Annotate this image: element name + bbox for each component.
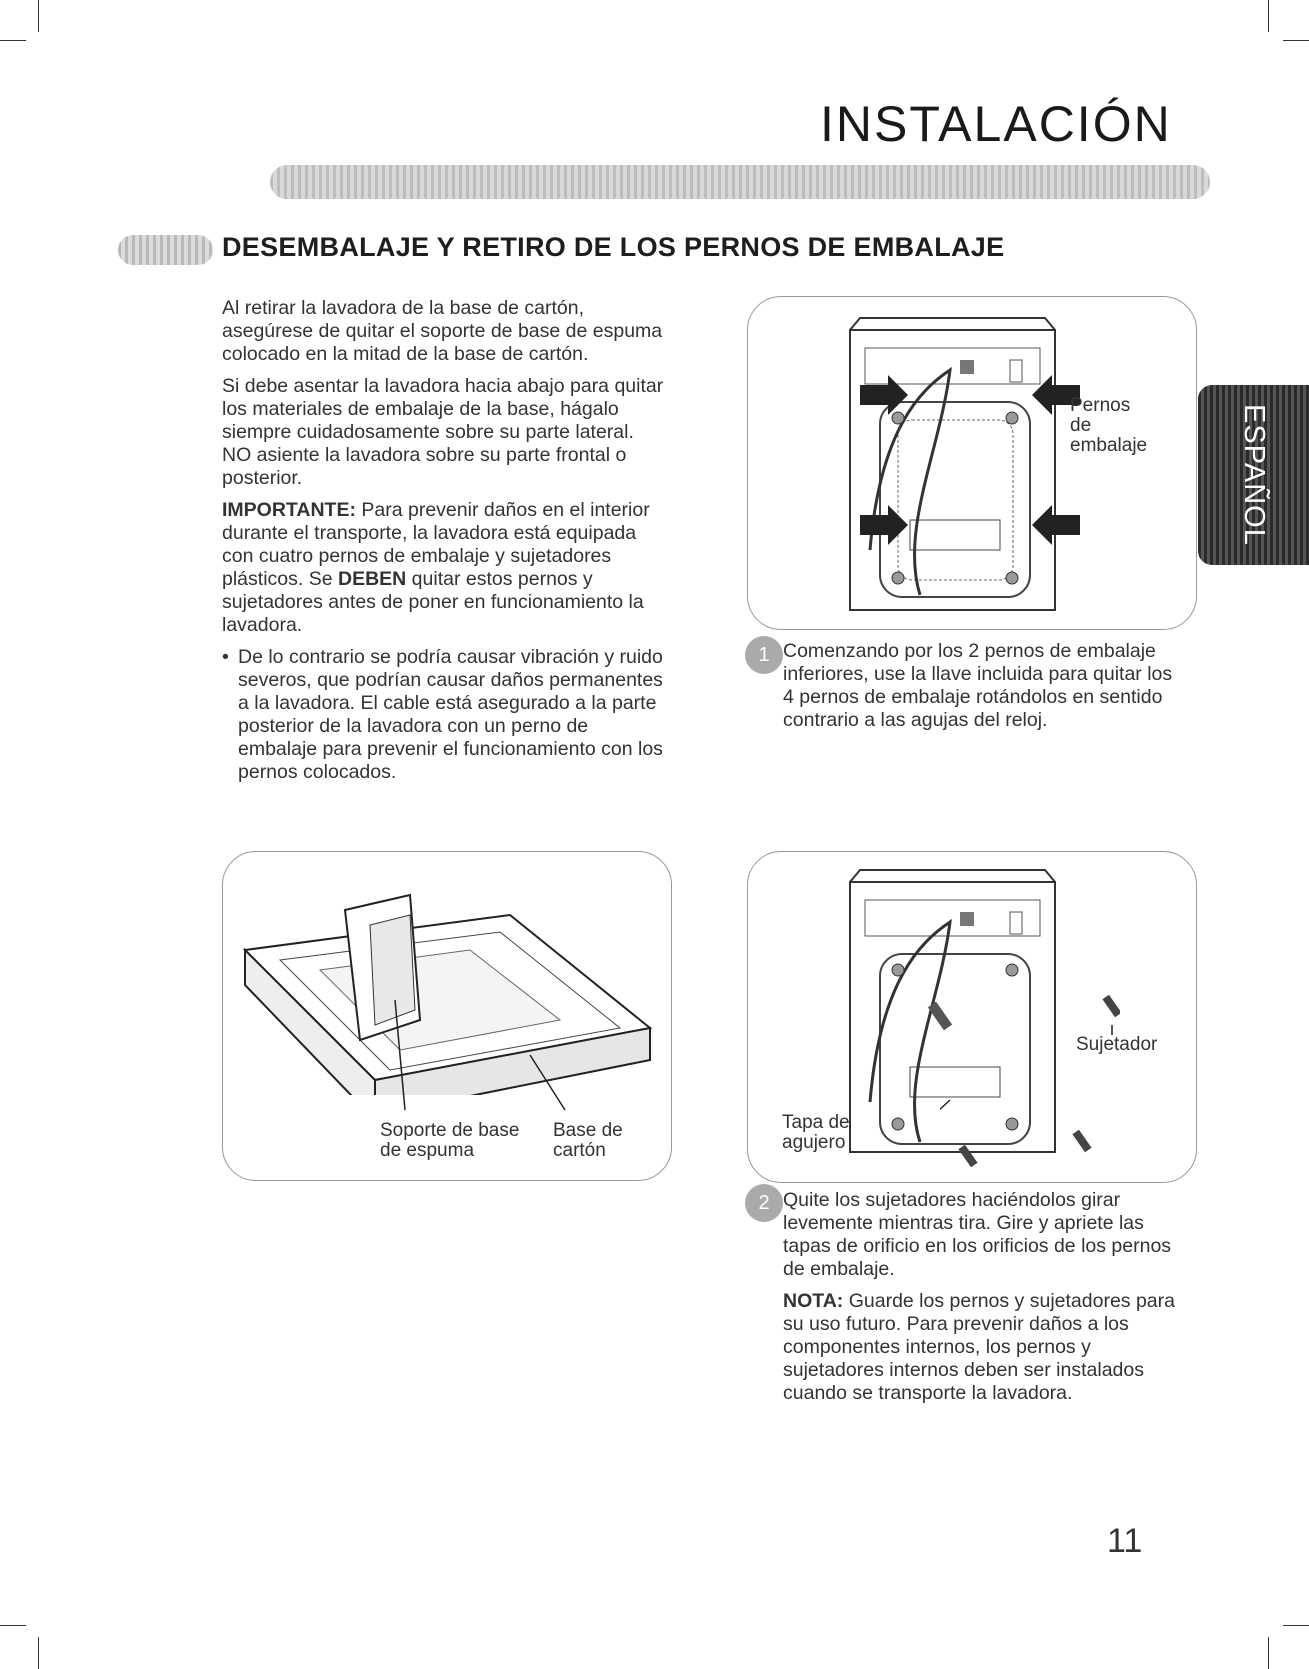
left-column	[222, 297, 667, 793]
title-bar	[270, 165, 1210, 199]
step1-text: Comenzando por los 2 pernos de embalaje inferiores, use la llave incluida para quitar los 4 pernos de embalaje rotándolos en sentido contrario a las agujas del reloj.	[783, 640, 1173, 731]
step2-body	[783, 1189, 1188, 1414]
label-foam-line2: de espuma	[380, 1140, 475, 1161]
crop-mark	[1268, 0, 1269, 32]
step-badge-2: 2	[745, 1184, 783, 1222]
fastener-icons	[940, 980, 1120, 1180]
paragraph-important	[222, 499, 667, 637]
crop-mark	[38, 1637, 39, 1669]
label-foam	[380, 1121, 519, 1161]
note-label: NOTA:	[783, 1290, 844, 1312]
language-tab	[1198, 385, 1309, 565]
label-hole-cap-line1: Tapa de	[782, 1112, 850, 1133]
label-hole-cap-line2: agujero	[782, 1132, 846, 1153]
section-marker	[118, 235, 213, 265]
leader-lines-base	[390, 1000, 590, 1120]
step-badge-1: 1	[745, 636, 783, 674]
label-bolts-line1: Pernos	[1070, 395, 1131, 416]
paragraph-side: Si debe asentar la lavadora hacia abajo para quitar los materiales de embalaje de la base, hágalo siempre cuidadosamente sobre su parte lateral. NO asiente la lavadora sobre su parte frontal o posterior.	[222, 375, 664, 489]
crop-mark	[38, 0, 39, 32]
crop-mark	[0, 40, 26, 41]
section-heading: DESEMBALAJE Y RETIRO DE LOS PERNOS DE EMBALAJE	[222, 232, 1005, 262]
label-fastener: Sujetador	[1076, 1034, 1158, 1055]
label-carton-line1: Base de	[553, 1120, 623, 1141]
paragraph-carton: Al retirar la lavadora de la base de cartón, asegúrese de quitar el soporte de base de espuma colocado en la mitad de la base de cartón.	[222, 297, 663, 365]
crop-mark	[1283, 1625, 1309, 1626]
label-carton	[553, 1121, 623, 1161]
label-carton-line2: cartón	[553, 1140, 606, 1161]
arrow-icons	[860, 375, 1080, 555]
label-hole-cap	[782, 1113, 850, 1153]
important-text-c: quitar estos pernos y sujetadores antes de poner en funcionamiento la lavadora.	[222, 568, 644, 636]
important-emphasis: DEBEN	[337, 568, 407, 590]
label-bolts-line3: embalaje	[1070, 435, 1148, 456]
crop-mark	[1268, 1637, 1269, 1669]
bullet-warning: • De lo contrario se podría causar vibración y ruido severos, que podrían causar daños permanentes a la lavadora. El cable está asegurado a la parte posterior de la lavadora con un perno de embalaje para prevenir el funcionamiento con los pernos colocados.	[222, 646, 667, 784]
important-label: IMPORTANTE:	[222, 499, 356, 521]
note-text: Guarde los pernos y sujetadores para su uso futuro. Para prevenir daños a los componentes internos, los pernos y sujetadores internos deben ser instalados cuando se transporte la lavadora.	[783, 1290, 1175, 1404]
language-tab-label: ESPAÑOL	[1238, 404, 1270, 546]
crop-mark	[1283, 40, 1309, 41]
label-bolts	[1070, 396, 1147, 456]
step2-note	[783, 1290, 1188, 1405]
crop-mark	[0, 1625, 26, 1626]
page-title: INSTALACIÓN	[820, 96, 1172, 152]
step2-text: Quite los sujetadores haciéndolos girar levemente mientras tira. Gire y apriete las tapas de orificio en los orificios de los pernos de embalaje.	[783, 1189, 1172, 1280]
label-foam-line1: Soporte de base	[380, 1120, 520, 1141]
label-bolts-line2: de	[1070, 415, 1092, 436]
page-number: 11	[1107, 1522, 1143, 1560]
important-text-a: Para prevenir daños en el interior durante el transporte, la lavadora está equipada con cuatro pernos de embalaje y sujetadores plásticos. Se	[222, 499, 650, 590]
